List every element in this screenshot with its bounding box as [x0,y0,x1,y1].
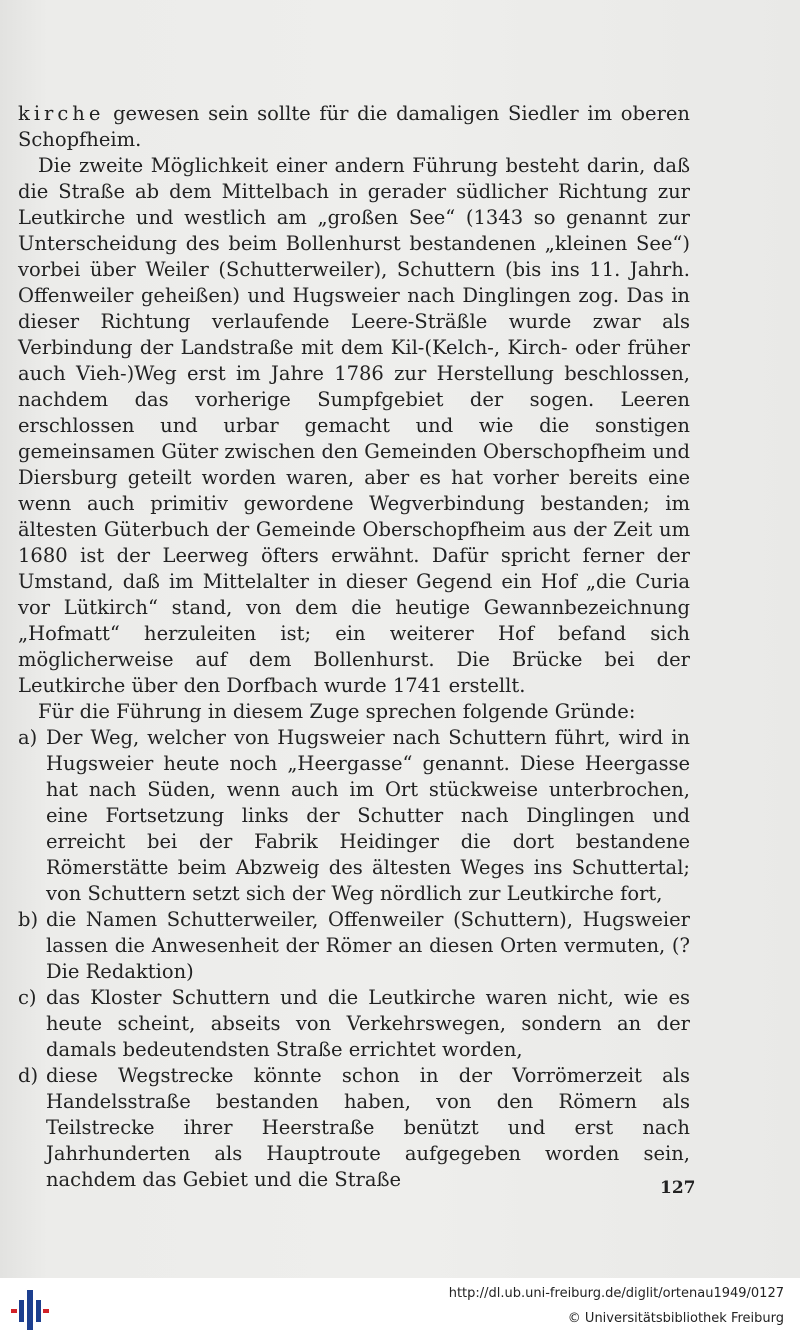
footer-bar [0,1278,800,1336]
list-marker: c) [18,986,37,1009]
paragraph-continuation-text: gewesen sein sollte für die damaligen Siedler im oberen Schopfheim. [18,102,690,151]
list-item-text: das Kloster Schuttern und die Leutkirche waren nicht, wie es heute scheint, abseits von Verkehrswegen, sondern an der damals bedeutendsten Straße errichtet worden, [46,986,690,1061]
ub-freiburg-logo-icon [10,1288,50,1332]
list-item [18,725,690,907]
list-item [18,1063,690,1193]
page-number: 127 [660,1178,696,1198]
list-item-text: Der Weg, welcher von Hugsweier nach Schuttern führt, wird in Hugsweier heute noch „Heergasse“ genannt. Diese Heergasse hat nach Süden, wenn auch im Ort stückweise unterbrochen, eine Fortsetzung links der Schutter nach Dinglingen und erreicht bei der Fabrik Heidinger die dort bestandene Römerstätte beim Abzweig des ältesten Weges ins Schuttertal; von Schuttern setzt sich der Weg nördlich zur Leutkirche fort, [46,726,690,905]
paragraph-second-possibility: Die zweite Möglichkeit einer andern Führung besteht darin, daß die Straße ab dem Mittelbach in gerader südlicher Richtung zur Leutkirche und westlich am „großen See“ (1343 so genannt zur Unterscheidung des beim Bollenhurst bestandenen „kleinen See“) vorbei über Weiler (Schutterweiler), Schuttern (bis ins 11. Jahrh. Offenweiler geheißen) und Hugsweier nach Dinglingen zog. Das in dieser Richtung verlaufende Leere-Sträßle wurde zwar als Verbindung der Landstraße mit dem Kil-(Kelch-, Kirch- oder früher auch Vieh-)Weg erst im Jahre 1786 zur Herstellung beschlossen, nachdem das vorherige Sumpfgebiet der sogen. Leeren erschlossen und urbar gemacht und wie die sonstigen gemeinsamen Güter zwischen den Gemeinden Oberschopfheim und Diersburg geteilt worden waren, aber es hat vorher bereits eine wenn auch primitiv gewordene Wegverbindung bestanden; im ältesten Güterbuch der Gemeinde Oberschopfheim aus der Zeit um 1680 ist der Leerweg öfters erwähnt. Dafür spricht ferner der Umstand, daß im Mittelalter in dieser Gegend ein Hof „die Curia vor Lütkirch“ stand, von dem die heutige Gewannbezeichnung „Hofmatt“ herzuleiten ist; ein weiterer Hof befand sich möglicherweise auf dem Bollenhurst. Die Brücke bei der Leutkirche über den Dorfbach wurde 1741 erstellt. [18,154,690,697]
paragraph-continuation [18,101,690,153]
list-item-text: die Namen Schutterweiler, Offenweiler (Schuttern), Hugsweier lassen die Anwesenheit der Römer an diesen Orten vermuten, (? Die Redaktion) [46,908,690,983]
list-marker: a) [18,726,38,749]
list-marker: b) [18,908,39,931]
footer-copyright: © Universitätsbibliothek Freiburg [567,1311,784,1326]
list-item [18,907,690,985]
reasons-list [18,725,690,1193]
list-item [18,985,690,1063]
list-item-text: diese Wegstrecke könnte schon in der Vorrömerzeit als Handelsstraße bestanden haben, von den Römern als Teilstrecke ihrer Heerstraße benützt und erst nach Jahrhunderten als Hauptroute aufgegeben worden sein, nachdem das Gebiet und die Straße [46,1064,690,1191]
page-text [18,101,690,1193]
list-marker: d) [18,1064,39,1087]
footer-url-link[interactable]: http://dl.ub.uni-freiburg.de/diglit/ortenau1949/0127 [448,1286,784,1301]
paragraph-reasons-intro: Für die Führung in diesem Zuge sprechen folgende Gründe: [38,700,636,723]
spaced-word: kirche [18,102,105,125]
